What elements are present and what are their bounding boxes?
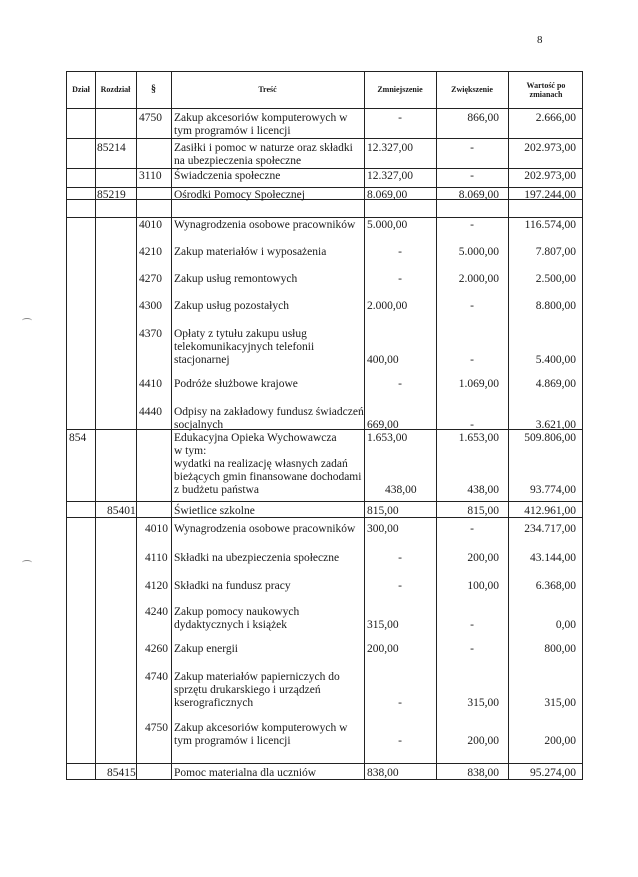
cell-paragraf: 4110 xyxy=(145,552,168,564)
cell-tresc: Zakup akcesoriów komputerowych w tym programów i licencji xyxy=(174,722,348,747)
cell-wartosc: 202.973,00 xyxy=(524,142,576,154)
cell-wartosc: 0,00 xyxy=(555,619,576,631)
cell-zwiekszenie: - xyxy=(470,219,474,231)
cell-zmniejszenie: 315,00 xyxy=(367,619,399,631)
page-number: 8 xyxy=(537,34,543,46)
cell-zmniejszenie: - xyxy=(398,552,402,564)
cell-wartosc: 116.574,00 xyxy=(524,219,576,231)
cell-zmniejszenie: 300,00 xyxy=(367,523,399,535)
cell-zwiekszenie: - xyxy=(470,354,474,366)
cell-zwiekszenie: - xyxy=(470,142,474,154)
row-divider xyxy=(67,217,582,218)
cell-wartosc: 800,00 xyxy=(544,643,576,655)
header-tresc: Treść xyxy=(258,85,277,95)
cell-zwiekszenie: 100,00 xyxy=(467,580,499,592)
row-divider xyxy=(67,168,582,169)
cell-zwiekszenie: - xyxy=(470,419,474,431)
row-divider xyxy=(67,501,582,502)
cell-tresc-sub: w tym: xyxy=(174,445,207,457)
cell-zwiekszenie: 1.653,00 xyxy=(458,432,499,444)
cell-dzial: 854 xyxy=(69,432,87,444)
cell-zmniejszenie: 8.069,00 xyxy=(367,189,408,201)
cell-zmniejszenie: 12.327,00 xyxy=(367,170,413,182)
cell-wartosc: 315,00 xyxy=(544,697,576,709)
cell-wartosc: 2.666,00 xyxy=(535,112,576,124)
cell-tresc: Odpisy na zakładowy fundusz świadczeń socjalnych xyxy=(174,406,364,431)
cell-tresc: Zakup materiałów papierniczych do sprzętu drukarskiego i urządzeń kserograficznych xyxy=(174,671,340,709)
cell-zmniejszenie: 5.000,00 xyxy=(367,219,408,231)
cell-zmniejszenie: - xyxy=(398,580,402,592)
cell-zwiekszenie: 1.069,00 xyxy=(458,378,499,390)
cell-rozdzial: 85219 xyxy=(97,189,126,201)
cell-tresc: Ośrodki Pomocy Społecznej xyxy=(174,189,305,201)
cell-paragraf: 4410 xyxy=(139,378,162,390)
cell-tresc-sub: wydatki na realizację własnych zadań bieżących gmin finansowane dochodami z budżetu państwa xyxy=(174,458,362,496)
cell-tresc: Wynagrodzenia osobowe pracowników xyxy=(174,523,356,535)
cell-zwiekszenie: 2.000,00 xyxy=(458,273,499,285)
cell-tresc: Zakup usług remontowych xyxy=(174,273,298,285)
cell-zmniejszenie: 438,00 xyxy=(385,484,417,496)
cell-wartosc: 234.717,00 xyxy=(524,523,576,535)
cell-paragraf: 4750 xyxy=(145,722,168,734)
cell-zwiekszenie: 315,00 xyxy=(467,697,499,709)
cell-wartosc: 5.400,00 xyxy=(535,354,576,366)
cell-tresc: Zakup usług pozostałych xyxy=(174,300,289,312)
cell-paragraf: 4270 xyxy=(139,273,162,285)
cell-zmniejszenie: 1.653,00 xyxy=(367,432,408,444)
col-divider xyxy=(136,72,137,779)
cell-wartosc: 43.144,00 xyxy=(530,552,576,564)
cell-paragraf: 4300 xyxy=(139,300,162,312)
cell-wartosc: 3.621,00 xyxy=(535,419,576,431)
cell-wartosc: 6.368,00 xyxy=(535,580,576,592)
cell-zwiekszenie: 200,00 xyxy=(467,552,499,564)
cell-zmniejszenie: - xyxy=(398,112,402,124)
cell-wartosc: 412.961,00 xyxy=(524,505,576,517)
cell-zwiekszenie: 200,00 xyxy=(467,735,499,747)
cell-zwiekszenie: 438,00 xyxy=(467,484,499,496)
cell-tresc: Pomoc materialna dla uczniów xyxy=(174,767,317,779)
cell-tresc: Edukacyjna Opieka Wychowawcza xyxy=(174,432,337,444)
cell-zmniejszenie: - xyxy=(398,246,402,258)
cell-wartosc: 8.800,00 xyxy=(535,300,576,312)
cell-paragraf: 4120 xyxy=(145,580,168,592)
cell-zwiekszenie: 815,00 xyxy=(467,505,499,517)
cell-tresc: Zakup materiałów i wyposażenia xyxy=(174,246,327,258)
cell-zmniejszenie: 669,00 xyxy=(367,419,399,431)
cell-paragraf: 4210 xyxy=(139,246,162,258)
cell-tresc: Podróże służbowe krajowe xyxy=(174,378,298,390)
cell-zmniejszenie: 838,00 xyxy=(367,767,399,779)
cell-paragraf: 3110 xyxy=(139,170,162,182)
cell-zwiekszenie: - xyxy=(470,619,474,631)
cell-wartosc: 202.973,00 xyxy=(524,170,576,182)
cell-paragraf: 4750 xyxy=(139,112,162,124)
cell-zmniejszenie: 815,00 xyxy=(367,505,399,517)
cell-wartosc: 2.500,00 xyxy=(535,273,576,285)
scan-mark xyxy=(22,560,32,565)
cell-wartosc: 200,00 xyxy=(544,735,576,747)
cell-paragraf: 4240 xyxy=(145,606,168,618)
cell-zwiekszenie: - xyxy=(470,300,474,312)
scan-mark xyxy=(22,318,32,323)
cell-zmniejszenie: - xyxy=(398,273,402,285)
cell-rozdzial: 85401 xyxy=(107,505,136,517)
cell-zmniejszenie: 12.327,00 xyxy=(367,142,413,154)
cell-rozdzial: 85415 xyxy=(107,767,136,779)
cell-zwiekszenie: 5.000,00 xyxy=(458,246,499,258)
cell-zmniejszenie: 2.000,00 xyxy=(367,300,408,312)
header-zmniejszenie: Zmniejszenie xyxy=(377,85,423,95)
cell-tresc: Składki na fundusz pracy xyxy=(174,580,291,592)
cell-zwiekszenie: - xyxy=(470,523,474,535)
cell-tresc: Zakup energii xyxy=(174,643,238,655)
cell-tresc: Zakup akcesoriów komputerowych w tym programów i licencji xyxy=(174,112,348,137)
cell-paragraf: 4370 xyxy=(139,328,162,340)
cell-zmniejszenie: - xyxy=(398,378,402,390)
cell-zmniejszenie: 400,00 xyxy=(367,354,399,366)
cell-zmniejszenie: - xyxy=(398,735,402,747)
cell-zmniejszenie: - xyxy=(398,697,402,709)
cell-paragraf: 4440 xyxy=(139,406,162,418)
cell-rozdzial: 85214 xyxy=(97,142,126,154)
cell-tresc: Składki na ubezpieczenia społeczne xyxy=(174,552,340,564)
cell-zmniejszenie: 200,00 xyxy=(367,643,399,655)
cell-paragraf: 4260 xyxy=(145,643,168,655)
cell-wartosc: 93.774,00 xyxy=(530,484,576,496)
cell-paragraf: 4010 xyxy=(139,219,162,231)
header-dzial: Dział xyxy=(72,85,90,95)
cell-tresc: Świadczenia społeczne xyxy=(174,170,281,182)
col-divider xyxy=(364,72,365,779)
cell-wartosc: 197.244,00 xyxy=(524,189,576,201)
cell-tresc: Zasiłki i pomoc w naturze oraz składki na ubezpieczenia społeczne xyxy=(174,142,353,167)
budget-table xyxy=(66,71,583,780)
cell-paragraf: 4010 xyxy=(145,523,168,535)
cell-zwiekszenie: - xyxy=(470,170,474,182)
cell-wartosc: 7.807,00 xyxy=(535,246,576,258)
row-divider xyxy=(67,187,582,188)
cell-tresc: Wynagrodzenia osobowe pracowników xyxy=(174,219,356,231)
cell-zwiekszenie: 838,00 xyxy=(467,767,499,779)
header-rozdzial: Rozdział xyxy=(100,85,131,95)
cell-tresc: Opłaty z tytułu zakupu usług telekomunikacyjnych telefonii stacjonarnej xyxy=(174,328,315,366)
cell-zwiekszenie: 866,00 xyxy=(467,112,499,124)
header-wartosc: Wartość po zmianach xyxy=(526,80,566,99)
col-divider xyxy=(95,72,96,779)
cell-wartosc: 95.274,00 xyxy=(530,767,576,779)
cell-paragraf: 4740 xyxy=(145,671,168,683)
cell-wartosc: 4.869,00 xyxy=(535,378,576,390)
header-paragraf: § xyxy=(151,84,156,96)
col-divider xyxy=(171,72,172,779)
cell-zwiekszenie: - xyxy=(470,643,474,655)
cell-zwiekszenie: 8.069,00 xyxy=(458,189,499,201)
cell-tresc: Świetlice szkolne xyxy=(174,505,255,517)
cell-wartosc: 509.806,00 xyxy=(524,432,576,444)
row-divider xyxy=(67,138,582,139)
row-divider xyxy=(67,763,582,764)
cell-tresc: Zakup pomocy naukowych dydaktycznych i książek xyxy=(174,606,300,631)
header-zwiekszenie: Zwiększenie xyxy=(451,85,493,95)
row-divider xyxy=(67,108,582,109)
